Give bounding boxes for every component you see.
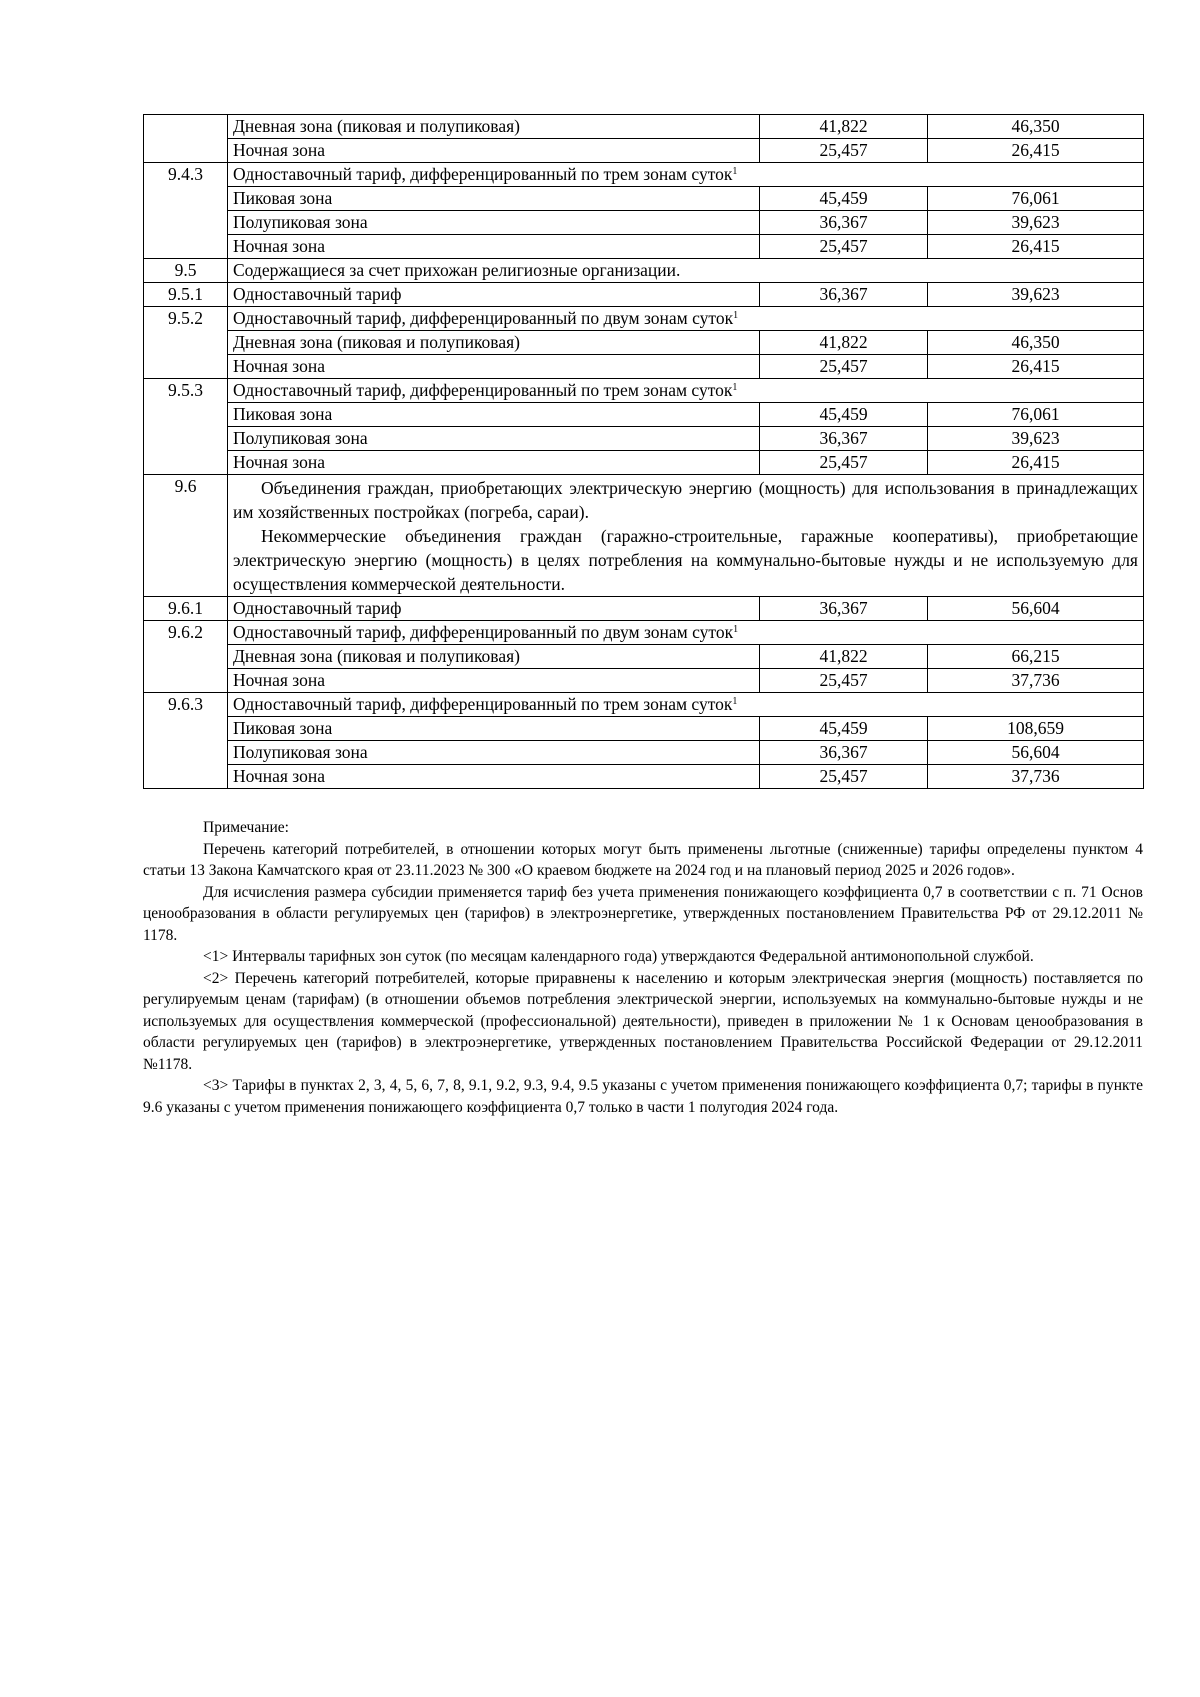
row-label: Ночная зона <box>228 235 760 259</box>
value-1: 25,457 <box>760 355 928 379</box>
table-row <box>144 115 1144 139</box>
value-1: 25,457 <box>760 765 928 789</box>
footnote-mark: 1 <box>732 166 738 177</box>
row-label: Ночная зона <box>228 355 760 379</box>
row-label: Пиковая зона <box>228 187 760 211</box>
value-1: 45,459 <box>760 403 928 427</box>
row-number-cell <box>144 115 228 163</box>
value-2: 76,061 <box>928 403 1144 427</box>
table-row <box>144 669 1144 693</box>
row-number: 9.6.3 <box>144 693 228 789</box>
value-1: 36,367 <box>760 283 928 307</box>
value-1: 36,367 <box>760 211 928 235</box>
value-1: 36,367 <box>760 741 928 765</box>
value-2: 26,415 <box>928 139 1144 163</box>
value-1: 36,367 <box>760 427 928 451</box>
row-label: Полупиковая зона <box>228 427 760 451</box>
row-number: 9.4.3 <box>144 163 228 259</box>
footnote-1: <1> Интервалы тарифных зон суток (по месяцам календарного года) утверждаются Федеральной антимонопольной службой. <box>203 948 1034 965</box>
row-heading: Одноставочный тариф, дифференцированный по трем зонам суток$^1$ <box>228 693 1144 717</box>
row-label: Полупиковая зона <box>228 211 760 235</box>
table-row <box>144 693 1144 717</box>
table-row <box>144 307 1144 331</box>
notes-section <box>143 817 1143 1118</box>
table-row <box>144 283 1144 307</box>
table-row <box>144 621 1144 645</box>
table-row <box>144 187 1144 211</box>
value-1: 25,457 <box>760 235 928 259</box>
table-row <box>144 403 1144 427</box>
table-row <box>144 379 1144 403</box>
footnote-mark: 1 <box>732 382 738 393</box>
row-number: 9.5 <box>144 259 228 283</box>
value-2: 46,350 <box>928 331 1144 355</box>
value-2: 56,604 <box>928 741 1144 765</box>
value-2: 26,415 <box>928 235 1144 259</box>
table-row <box>144 475 1144 597</box>
value-2: 46,350 <box>928 115 1144 139</box>
tariff-table <box>143 114 1144 789</box>
note-paragraph: Перечень категорий потребителей, в отношении которых могут быть применены льготные (сниженные) тарифы определены пунктом 4 статьи 13 Закона Камчатского края от 23.11.2023 № 300 «О краевом бюджете на 2024 год и на плановый период 2025 и 2026 годов». <box>143 840 1143 879</box>
value-2: 39,623 <box>928 427 1144 451</box>
value-2: 26,415 <box>928 451 1144 475</box>
value-1: 25,457 <box>760 669 928 693</box>
row-label: Ночная зона <box>228 765 760 789</box>
footnote-mark: 1 <box>732 696 738 707</box>
table-row <box>144 427 1144 451</box>
row-number: 9.6 <box>144 475 228 597</box>
value-1: 41,822 <box>760 645 928 669</box>
table-row <box>144 355 1144 379</box>
row-heading: Одноставочный тариф, дифференцированный по трем зонам суток$^1$ <box>228 163 1144 187</box>
value-2: 26,415 <box>928 355 1144 379</box>
row-number: 9.5.2 <box>144 307 228 379</box>
table-row <box>144 235 1144 259</box>
note-paragraph: Для исчисления размера субсидии применяется тариф без учета применения понижающего коэффициента 0,7 в соответствии с п. 71 Основ ценообразования в области регулируемых цен (тарифов) в электроэнергетике, утвержденных постановлением Правительства РФ от 29.12.2011 № 1178. <box>143 883 1143 944</box>
row-label: Одноставочный тариф <box>228 283 760 307</box>
row-label: Ночная зона <box>228 451 760 475</box>
table-row <box>144 163 1144 187</box>
row-label: Пиковая зона <box>228 403 760 427</box>
value-1: 36,367 <box>760 597 928 621</box>
row-label: Ночная зона <box>228 139 760 163</box>
table-row <box>144 451 1144 475</box>
row-number: 9.5.1 <box>144 283 228 307</box>
table-row <box>144 645 1144 669</box>
value-2: 108,659 <box>928 717 1144 741</box>
row-label: Одноставочный тариф <box>228 597 760 621</box>
row-label: Ночная зона <box>228 669 760 693</box>
table-row <box>144 765 1144 789</box>
row-number: 9.6.2 <box>144 621 228 693</box>
row-description <box>228 475 1144 597</box>
value-2: 39,623 <box>928 283 1144 307</box>
table-row <box>144 211 1144 235</box>
value-1: 25,457 <box>760 139 928 163</box>
value-1: 45,459 <box>760 187 928 211</box>
table-row <box>144 741 1144 765</box>
description-paragraph: Объединения граждан, приобретающих электрическую энергию (мощность) для использования в принадлежащих им хозяйственных постройках (погреба, сараи). <box>233 478 1138 522</box>
value-1: 41,822 <box>760 331 928 355</box>
table-row <box>144 331 1144 355</box>
row-number: 9.6.1 <box>144 597 228 621</box>
row-label: Дневная зона (пиковая и полупиковая) <box>228 645 760 669</box>
value-2: 76,061 <box>928 187 1144 211</box>
row-label: Полупиковая зона <box>228 741 760 765</box>
value-1: 41,822 <box>760 115 928 139</box>
table-row <box>144 717 1144 741</box>
value-2: 39,623 <box>928 211 1144 235</box>
row-number: 9.5.3 <box>144 379 228 475</box>
value-2: 56,604 <box>928 597 1144 621</box>
table-row <box>144 259 1144 283</box>
footnote-mark: 1 <box>733 624 739 635</box>
table-row <box>144 139 1144 163</box>
footnote-3: <3> Тарифы в пунктах 2, 3, 4, 5, 6, 7, 8, 9.1, 9.2, 9.3, 9.4, 9.5 указаны с учетом применения понижающего коэффициента 0,7; тарифы в пункте 9.6 указаны с учетом применения понижающего коэффициента 0,7 только в части 1 полугодия 2024 года. <box>143 1077 1143 1116</box>
value-2: 37,736 <box>928 669 1144 693</box>
footnote-mark: 1 <box>733 310 739 321</box>
value-2: 66,215 <box>928 645 1144 669</box>
table-row <box>144 597 1144 621</box>
row-label: Дневная зона (пиковая и полупиковая) <box>228 331 760 355</box>
row-label: Пиковая зона <box>228 717 760 741</box>
footnote-2: <2> Перечень категорий потребителей, которые приравнены к населению и которым электрическая энергия (мощность) поставляется по регулируемым ценам (тарифам) (в отношении объемов потребления электрической энергии, используемых на коммунально-бытовые нужды и не используемых для осуществления коммерческой (профессиональной) деятельности), приведен в приложении № 1 к Основам ценообразования в области регулируемых цен (тарифов) в электроэнергетике, утвержденных постановлением Правительства Российской Федерации от 29.12.2011 №1178. <box>143 969 1143 1073</box>
row-label: Дневная зона (пиковая и полупиковая) <box>228 115 760 139</box>
value-1: 25,457 <box>760 451 928 475</box>
notes-title: Примечание: <box>203 819 289 836</box>
row-heading: Одноставочный тариф, дифференцированный по двум зонам суток$^1$ <box>228 621 1144 645</box>
row-heading: Содержащиеся за счет прихожан религиозные организации. <box>228 259 1144 283</box>
description-paragraph: Некоммерческие объединения граждан (гаражно-строительные, гаражные кооперативы), приобретающие электрическую энергию (мощность) в целях потребления на коммунально-бытовые нужды и не используемую для осуществления коммерческой деятельности. <box>233 526 1138 594</box>
value-2: 37,736 <box>928 765 1144 789</box>
value-1: 45,459 <box>760 717 928 741</box>
row-heading: Одноставочный тариф, дифференцированный по трем зонам суток$^1$ <box>228 379 1144 403</box>
row-heading: Одноставочный тариф, дифференцированный по двум зонам суток$^1$ <box>228 307 1144 331</box>
